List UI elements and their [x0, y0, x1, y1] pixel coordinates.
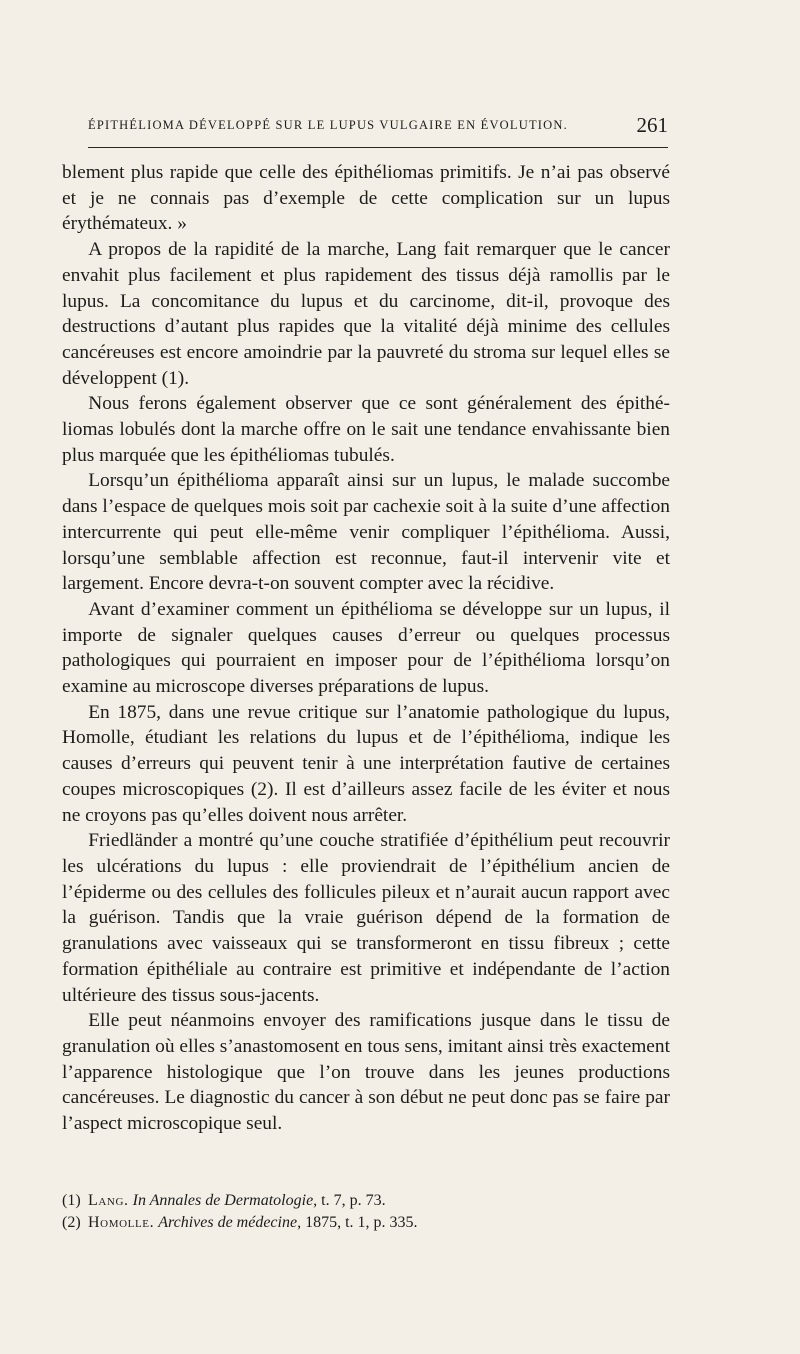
- body-text: [62, 160, 670, 1137]
- footnote-author: Homolle.: [88, 1214, 155, 1231]
- paragraph: Friedländer a montré qu’une couche stratifiée d’épithélium peut recouvrir les ulcérations du lupus : elle proviendrait de l’épithélium ancien de l’épiderme ou des cellules des follicules pileux et n’aurait aucun rapport avec la guérison. Tandis que la vraie guérison dépend de la formation de granulations avec vaisseaux qui se transformeront en tissu fibreux ; cette formation épithéliale au contraire est primitive et indépendante de l’action ultérieure des tissus sous-jacents.: [62, 830, 670, 1006]
- paragraph: blement plus rapide que celle des épithéliomas primitifs. Je n’ai pas observé et je ne connais pas d’exemple de cette complication sur un lupus érythémateux. »: [62, 162, 670, 235]
- footnote: [62, 1190, 670, 1212]
- page-header: [88, 112, 668, 142]
- header-rule: [88, 147, 668, 148]
- paragraph: Nous ferons également observer que ce sont généralement des épithéliomas lobulés dont la marche offre on le sait une tendance envahissante bien plus marquée que les épithéliomas tubulés.: [62, 393, 670, 466]
- footnote-reference: t. 7, p. 73.: [317, 1192, 386, 1209]
- footnote-author: Lang.: [88, 1192, 129, 1209]
- paragraph: Avant d’examiner comment un épithélioma se développe sur un lupus, il importe de signaler quelques causes d’erreur ou quelques processus pathologiques qui pourraient en imposer pour de l’épithélioma lorsqu’on examine au microscope diverses préparations de lupus.: [62, 598, 670, 698]
- paragraph: A propos de la rapidité de la marche, Lang fait remarquer que le cancer envahit plus facilement et plus rapidement des tissus déjà ramollis par le lupus. La concomitance du lupus et du carcinome, dit-il, provoque des destructions d’autant plus rapides que la vitalité déjà minime des cellules cancéreuses est encore amoindrie par la pauvreté du stroma sur lequel elles se développent (1).: [62, 239, 670, 389]
- footnote-marker: (2): [62, 1214, 81, 1231]
- page-number: 261: [636, 113, 668, 137]
- footnote-journal: In Annales de Dermatologie,: [132, 1192, 318, 1209]
- running-title: ÉPITHÉLIOMA DÉVELOPPÉ SUR LE LUPUS VULGAIRE EN ÉVOLUTION.: [88, 118, 568, 132]
- paragraph: Lorsqu’un épithélioma apparaît ainsi sur un lupus, le malade succombe dans l’espace de quelques mois soit par cachexie soit à la suite d’une affection intercurrente qui peut elle-même venir compliquer l’épithélioma. Aussi, lorsqu’une semblable affection est reconnue, faut-il intervenir vite et largement. Encore devra-t-on souvent compter avec la récidive.: [62, 470, 670, 595]
- footnote-marker: (1): [62, 1192, 81, 1209]
- footnotes: [62, 1190, 670, 1234]
- footnote-journal: Archives de médecine,: [158, 1214, 302, 1231]
- paragraph: Elle peut néanmoins envoyer des ramifications jusque dans le tissu de granulation où elles s’anastomosent en tous sens, imitant ainsi très exactement l’apparence histologique que l’on trouve dans les jeunes productions cancéreuses. Le diagnostic du cancer à son début ne peut donc pas se faire par l’aspect microscopique seul.: [62, 1010, 670, 1135]
- paragraph: En 1875, dans une revue critique sur l’anatomie pathologique du lupus, Homolle, étudiant les relations du lupus et de l’épithélioma, indique les causes d’erreurs qui peuvent tenir à une interprétation fautive de certaines coupes microscopiques (2). Il est d’ailleurs assez facile de les éviter et nous ne croyons pas qu’elles doivent nous arrêter.: [62, 701, 670, 826]
- footnote: [62, 1212, 670, 1234]
- footnote-reference: 1875, t. 1, p. 335.: [301, 1214, 418, 1231]
